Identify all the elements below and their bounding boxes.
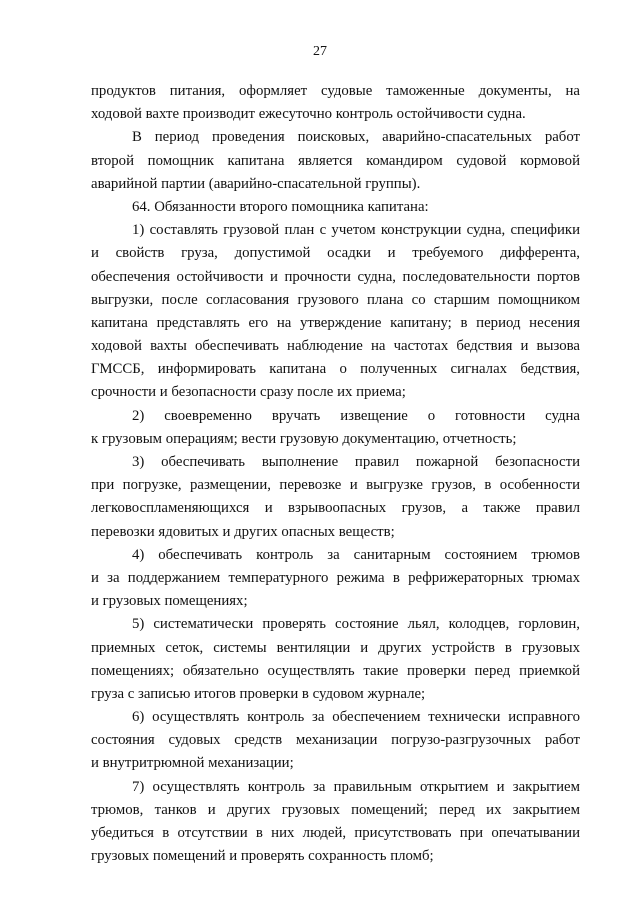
- text-line: при погрузке, размещении, перевозке и выгрузке грузов, в особенности: [91, 477, 580, 494]
- text-line: к грузовым операциям; вести грузовую документацию, отчетность;: [91, 430, 517, 447]
- text-line: груза с записью итогов проверки в судовом журнале;: [91, 685, 426, 702]
- text-line: и внутритрюмной механизации;: [91, 755, 294, 772]
- text-line: легковоспламеняющихся и взрывоопасных грузов, а также правил: [91, 500, 580, 517]
- text-line: 64. Обязанности второго помощника капитана:: [132, 198, 429, 215]
- text-line: срочности и безопасности сразу после их приема;: [91, 384, 406, 401]
- text-line: трюмов, танков и других грузовых помещений; перед их закрытием: [91, 801, 580, 818]
- text-line: 6) осуществлять контроль за обеспечением технически исправного: [132, 709, 580, 726]
- page-number: 27: [313, 44, 327, 59]
- text-line: 1) составлять грузовой план с учетом конструкции судна, специфики: [132, 222, 580, 239]
- text-line: 4) обеспечивать контроль за санитарным состоянием трюмов: [132, 546, 580, 563]
- text-line: убедиться в отсутствии в них людей, присутствовать при опечатывании: [91, 825, 580, 841]
- text-line: ходовой вахте производит ежесуточно контроль остойчивости судна.: [91, 106, 526, 123]
- text-line: и свойств груза, допустимой осадки и требуемого дифферента,: [91, 245, 580, 262]
- text-line: 7) осуществлять контроль за правильным открытием и закрытием: [132, 778, 580, 795]
- text-line: и за поддержанием температурного режима в рефрижераторных трюмах: [91, 569, 580, 586]
- text-line: 5) систематически проверять состояние льял, колодцев, горловин,: [132, 616, 580, 633]
- text-line: помещениях; обязательно осуществлять такие проверки перед приемкой: [91, 662, 580, 679]
- text-line: 2) своевременно вручать извещение о готовности судна: [132, 407, 580, 424]
- text-line: грузовых помещений и проверять сохранность пломб;: [91, 848, 434, 865]
- text-line: обеспечения остойчивости и прочности судна, последовательности портов: [91, 268, 580, 285]
- text-line: приемных сеток, системы вентиляции и других устройств в грузовых: [91, 639, 580, 656]
- text-line: В период проведения поисковых, аварийно-спасательных работ: [132, 129, 580, 146]
- text-line: ГМССБ, информировать капитана о полученных сигналах бедствия,: [91, 361, 580, 378]
- document-body: [91, 80, 580, 868]
- text-line: продуктов питания, оформляет судовые таможенные документы, на: [91, 83, 580, 99]
- text-line: и грузовых помещениях;: [91, 593, 248, 610]
- text-line: 3) обеспечивать выполнение правил пожарной безопасности: [132, 454, 580, 470]
- text-line: второй помощник капитана является командиром судовой кормовой: [91, 152, 580, 169]
- text-line: состояния судовых средств механизации погрузо-разгрузочных работ: [91, 732, 580, 749]
- text-line: перевозки ядовитых и других опасных веществ;: [91, 523, 395, 540]
- text-line: аварийной партии (аварийно-спасательной группы).: [91, 175, 421, 192]
- text-line: капитана представлять его на утверждение капитану; в период несения: [91, 314, 580, 331]
- text-line: выгрузки, после согласования грузового плана со старшим помощником: [91, 291, 580, 308]
- text-line: ходовой вахты обеспечивать наблюдение на частотах бедствия и вызова: [91, 338, 580, 355]
